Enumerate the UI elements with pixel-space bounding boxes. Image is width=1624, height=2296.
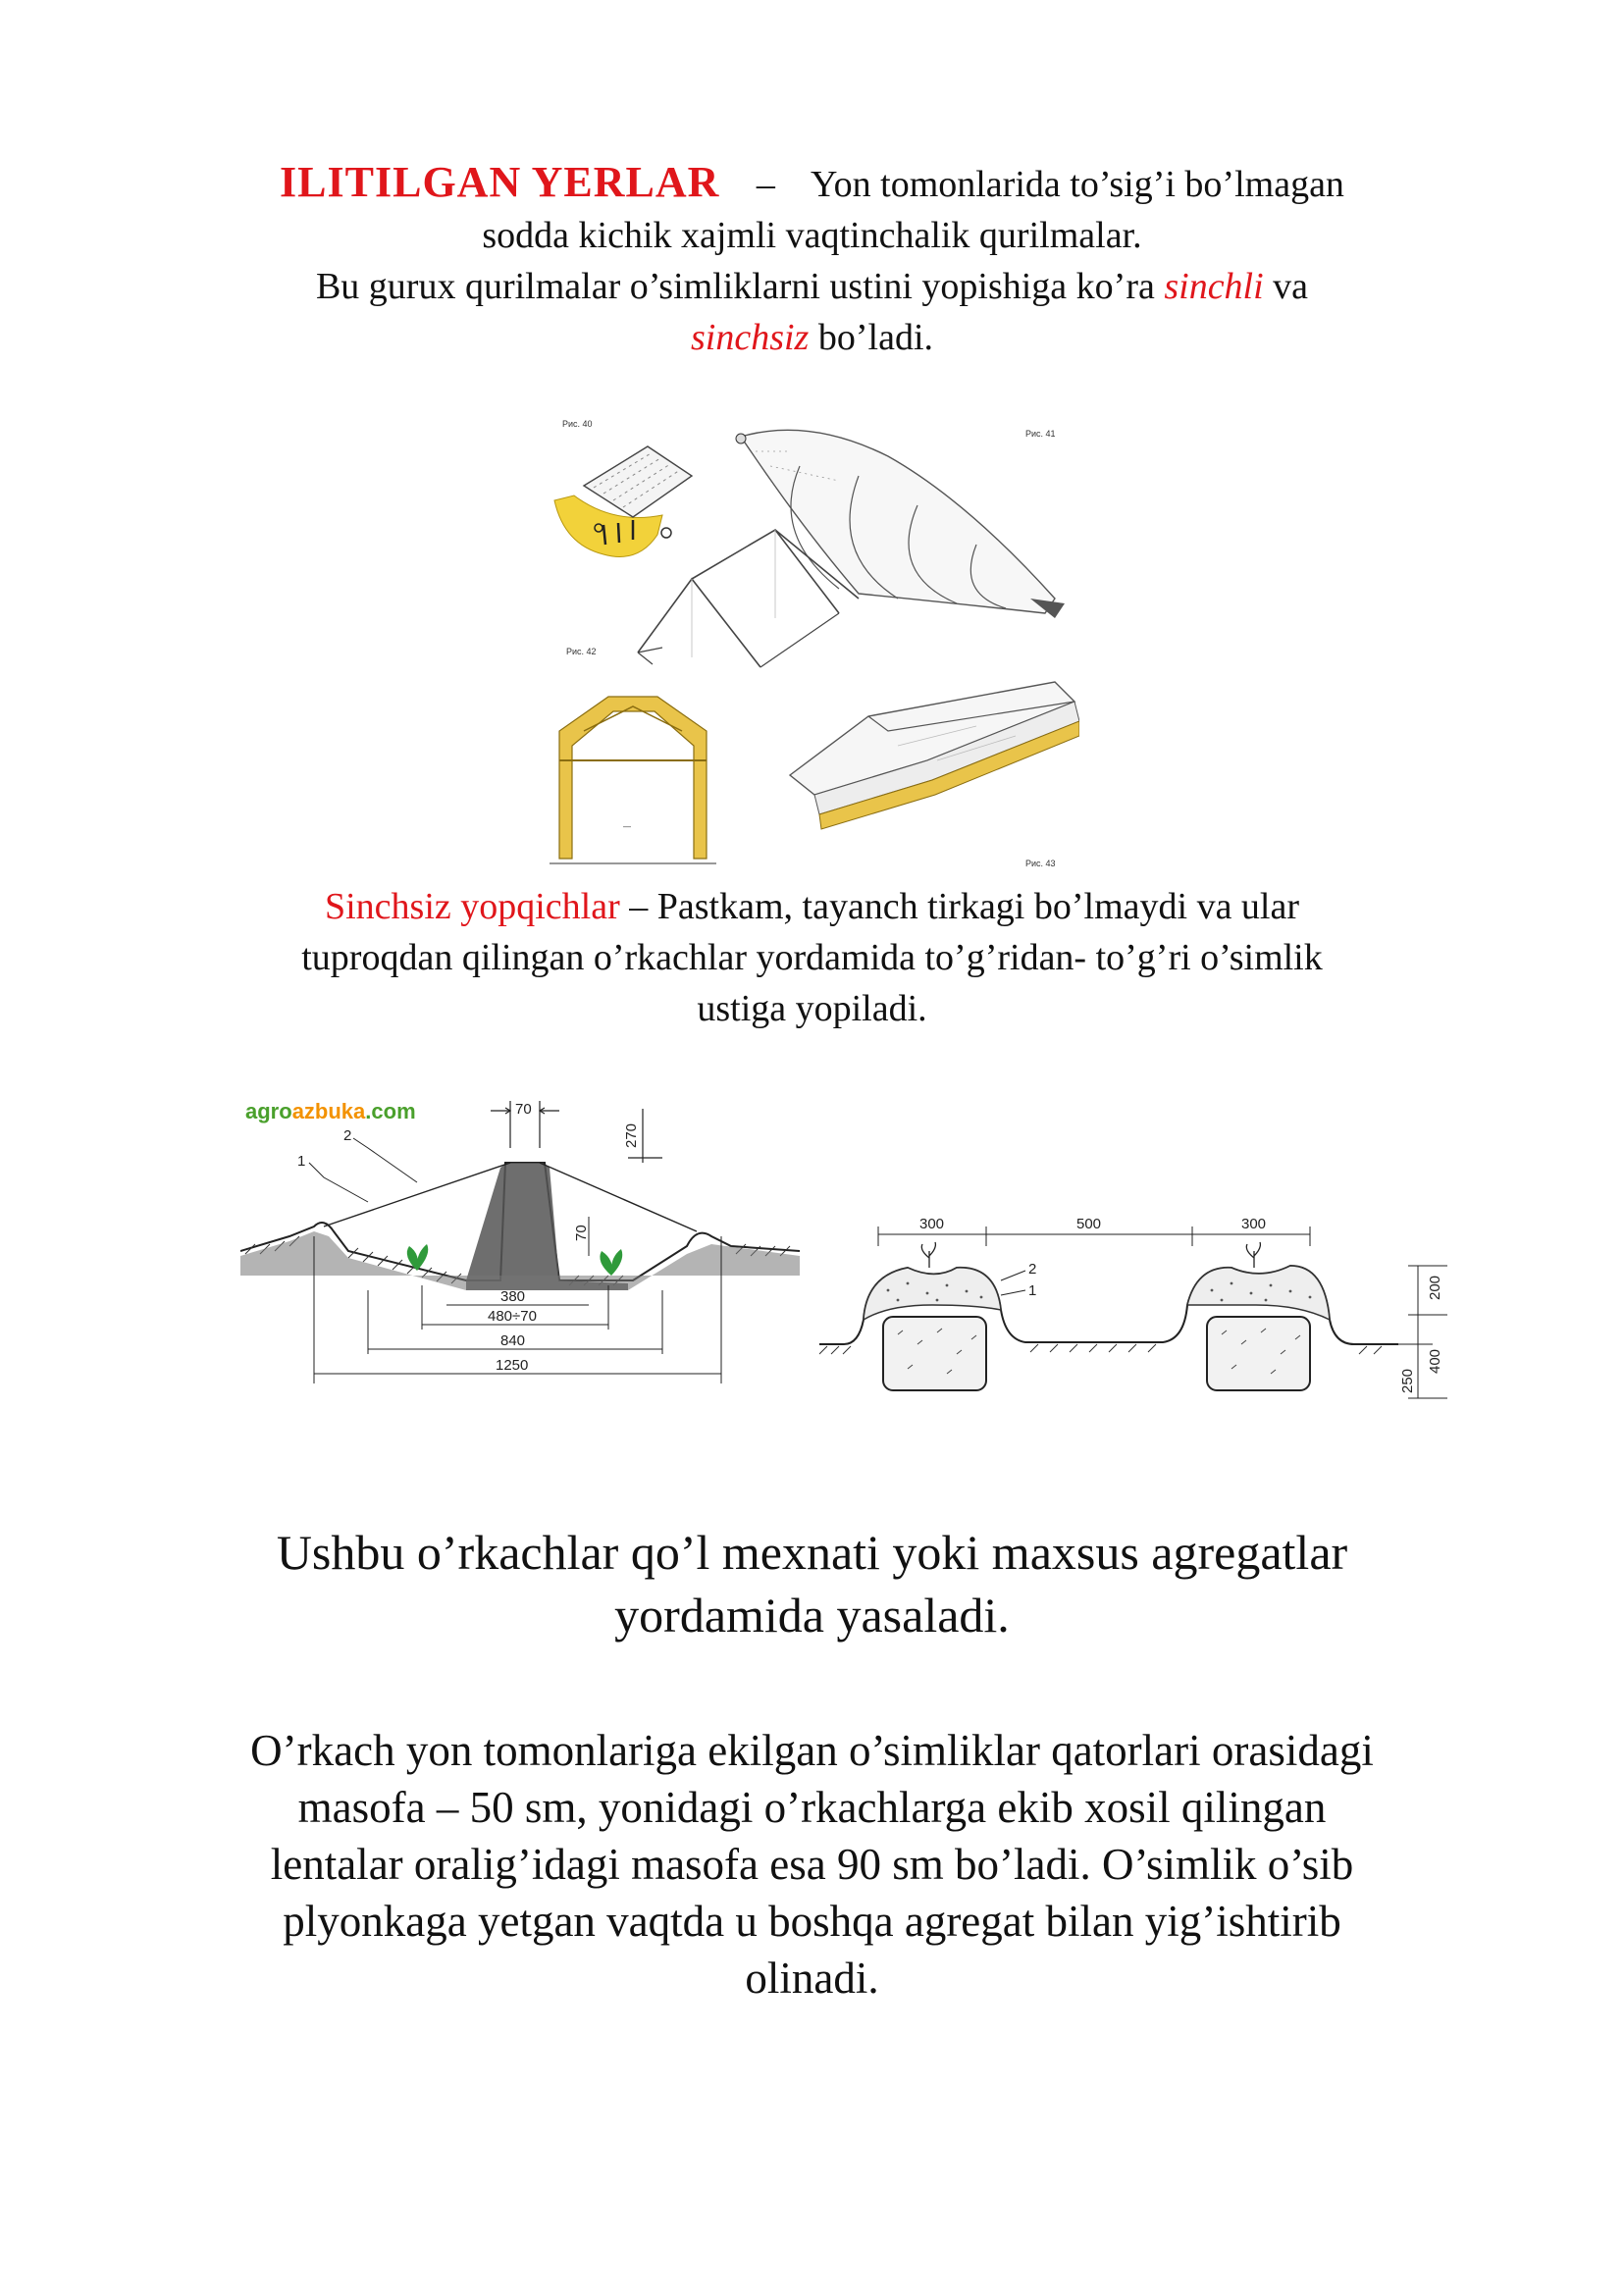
dim-300-left: 300: [919, 1216, 945, 1232]
watermark-agroazbuka: agroazbuka.com: [245, 1099, 416, 1123]
fig-42-label: Рис. 42: [566, 647, 597, 656]
greenhouse-illustrations: [545, 407, 1079, 873]
intro-line-4: [0, 312, 1624, 363]
section-4-line-5: olinadi.: [745, 1954, 879, 2003]
callout-right-1: 1: [1028, 1282, 1037, 1299]
greenhouse-illustrations-svg: [545, 407, 1079, 873]
intro-line-2: sodda kichik xajmli vaqtinchalik qurilmalar.: [482, 215, 1142, 256]
section-heading: ILITILGAN YERLAR: [280, 158, 720, 206]
callout-right-2: 2: [1028, 1261, 1037, 1278]
heading-dash: –: [756, 164, 775, 205]
dim-840: 840: [500, 1332, 526, 1349]
section-2-line-2: tuproqdan qilingan o’rkachlar yordamida to’g’ridan- to’g’ri o’simlik: [301, 937, 1323, 978]
dim-top-70: 70: [515, 1101, 532, 1118]
fig-41-tunnel: [736, 430, 1065, 618]
fig-41-label: Рис. 41: [1025, 429, 1056, 439]
double-ridge-svg: [819, 1207, 1467, 1418]
fig-43-label: Рис. 43: [1025, 859, 1056, 868]
dim-300-right: 300: [1241, 1216, 1267, 1232]
intro-line-3-text: Bu gurux qurilmalar o’simliklarni ustini yopishiga ko’ra: [315, 266, 1165, 307]
section-4-line-2: masofa – 50 sm, yonidagi o’rkachlarga ekib xosil qilingan: [297, 1783, 1327, 1832]
callout-1: 1: [297, 1153, 306, 1170]
svg-text:—: —: [623, 822, 631, 831]
sprout-icon: [921, 1242, 1260, 1268]
term-sinchsiz-yopqichlar: Sinchsiz yopqichlar: [324, 886, 620, 927]
section-4-line-4: plyonkaga yetgan vaqtda u boshqa agregat bilan yig’ishtirib: [283, 1897, 1341, 1946]
fig-40-label: Рис. 40: [562, 419, 593, 429]
fig-40-straw-bed: [554, 446, 692, 557]
dim-250: 250: [1399, 1368, 1416, 1393]
dim-380: 380: [500, 1288, 526, 1305]
intro-line-1: [0, 157, 1624, 210]
section-2-line-3: ustiga yopiladi.: [697, 988, 927, 1029]
term-sinchli: sinchli: [1164, 266, 1264, 307]
dim-200: 200: [1427, 1275, 1443, 1300]
section-4-paragraph: [0, 1722, 1624, 2007]
dim-270: 270: [623, 1122, 640, 1148]
section-2-paragraph: [0, 881, 1624, 1034]
section-2-line-1-text: – Pastkam, tayanch tirkagi bo’lmaydi va ular: [619, 886, 1300, 927]
intro-paragraph: [0, 157, 1624, 363]
section-3-line-1: Ushbu o’rkachlar qo’l mexnati yoki maxsus agregatlar: [276, 1525, 1348, 1580]
fig-wood-frame: [550, 697, 716, 863]
intro-line-4-end: bo’ladi.: [809, 317, 933, 358]
section-2-line-1: [0, 881, 1624, 932]
dim-1250: 1250: [496, 1357, 529, 1374]
section-4-line-1: O’rkach yon tomonlariga ekilgan o’simliklar qatorlari orasidagi: [250, 1726, 1374, 1775]
dim-70-side: 70: [573, 1225, 590, 1241]
ridge-cross-section-svg: [240, 1089, 800, 1413]
dim-480-70: 480÷70: [488, 1308, 537, 1325]
dim-500: 500: [1076, 1216, 1102, 1232]
term-sinchsiz: sinchsiz: [691, 317, 810, 358]
section-3-line-2: yordamida yasaladi.: [614, 1588, 1010, 1643]
section-3-paragraph: [0, 1521, 1624, 1646]
dim-400: 400: [1427, 1348, 1443, 1374]
section-4-line-3: lentalar oralig’idagi masofa esa 90 sm bo’ladi. O’simlik o’sib: [270, 1840, 1354, 1889]
intro-line-1-text: Yon tomonlarida to’sig’i bo’lmagan: [811, 164, 1344, 205]
intro-line-3-end: va: [1263, 266, 1309, 307]
fig-43-gable-frame: [790, 682, 1079, 829]
callout-2: 2: [343, 1127, 352, 1144]
intro-line-3: [0, 261, 1624, 312]
double-ridge-diagram: [819, 1207, 1467, 1418]
ridge-cross-section-diagram: [240, 1089, 800, 1413]
